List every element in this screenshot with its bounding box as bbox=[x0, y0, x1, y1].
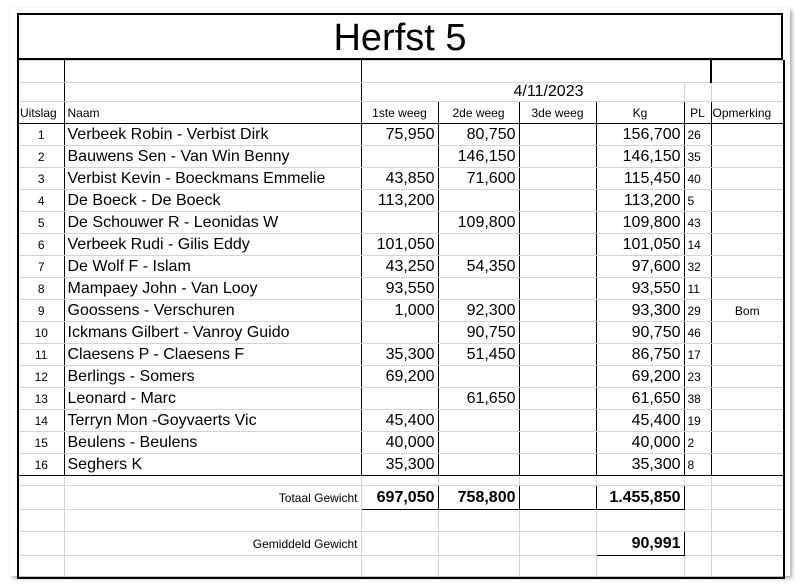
row-opmerking bbox=[711, 234, 784, 256]
date-row-top bbox=[18, 61, 784, 83]
row-w1: 35,300 bbox=[361, 454, 438, 476]
col-kg: Kg bbox=[596, 102, 684, 124]
row-w3 bbox=[519, 410, 596, 432]
row-opmerking: Bom bbox=[711, 300, 784, 322]
row-naam: Berlings - Somers bbox=[64, 366, 361, 388]
col-w2: 2de weeg bbox=[438, 102, 519, 124]
row-rank: 12 bbox=[18, 366, 64, 388]
row-kg: 90,750 bbox=[596, 322, 684, 344]
total-w2: 758,800 bbox=[438, 486, 519, 510]
row-rank: 4 bbox=[18, 190, 64, 212]
row-w1 bbox=[361, 146, 438, 168]
row-w3 bbox=[519, 234, 596, 256]
table-row bbox=[18, 388, 784, 410]
row-kg: 113,200 bbox=[596, 190, 684, 212]
row-w1: 113,200 bbox=[361, 190, 438, 212]
spacer-row bbox=[18, 476, 784, 486]
date-row bbox=[18, 83, 784, 102]
row-w2: 71,600 bbox=[438, 168, 519, 190]
row-naam: Goossens - Verschuren bbox=[64, 300, 361, 322]
col-w3: 3de weeg bbox=[519, 102, 596, 124]
row-w3 bbox=[519, 432, 596, 454]
row-w3 bbox=[519, 322, 596, 344]
cell bbox=[684, 532, 711, 556]
row-w3 bbox=[519, 278, 596, 300]
row-w3 bbox=[519, 344, 596, 366]
row-rank: 8 bbox=[18, 278, 64, 300]
row-w3 bbox=[519, 168, 596, 190]
row-w1 bbox=[361, 322, 438, 344]
row-pl: 35 bbox=[684, 146, 711, 168]
row-pl: 40 bbox=[684, 168, 711, 190]
row-naam: Terryn Mon -Goyvaerts Vic bbox=[64, 410, 361, 432]
row-naam: Seghers K bbox=[64, 454, 361, 476]
row-pl: 8 bbox=[684, 454, 711, 476]
cell bbox=[18, 532, 64, 556]
row-opmerking bbox=[711, 256, 784, 278]
row-opmerking bbox=[711, 124, 784, 146]
row-w2: 146,150 bbox=[438, 146, 519, 168]
row-w1: 1,000 bbox=[361, 300, 438, 322]
col-pl: PL bbox=[684, 102, 711, 124]
row-opmerking bbox=[711, 168, 784, 190]
average-kg: 90,991 bbox=[596, 532, 684, 556]
row-pl: 26 bbox=[684, 124, 711, 146]
row-opmerking bbox=[711, 212, 784, 234]
row-rank: 16 bbox=[18, 454, 64, 476]
row-pl: 38 bbox=[684, 388, 711, 410]
col-uitslag: Uitslag bbox=[18, 102, 64, 124]
row-pl: 2 bbox=[684, 432, 711, 454]
row-naam: De Schouwer R - Leonidas W bbox=[64, 212, 361, 234]
row-kg: 93,550 bbox=[596, 278, 684, 300]
row-rank: 14 bbox=[18, 410, 64, 432]
row-w2: 54,350 bbox=[438, 256, 519, 278]
row-w3 bbox=[519, 388, 596, 410]
row-w2 bbox=[438, 410, 519, 432]
row-rank: 10 bbox=[18, 322, 64, 344]
row-naam: Ickmans Gilbert - Vanroy Guido bbox=[64, 322, 361, 344]
row-kg: 115,450 bbox=[596, 168, 684, 190]
table-row bbox=[18, 278, 784, 300]
row-rank: 13 bbox=[18, 388, 64, 410]
row-w3 bbox=[519, 454, 596, 476]
row-opmerking bbox=[711, 344, 784, 366]
row-w3 bbox=[519, 366, 596, 388]
row-naam: Verbeek Rudi - Gilis Eddy bbox=[64, 234, 361, 256]
row-w1: 69,200 bbox=[361, 366, 438, 388]
row-rank: 5 bbox=[18, 212, 64, 234]
row-kg: 45,400 bbox=[596, 410, 684, 432]
row-w1 bbox=[361, 212, 438, 234]
row-kg: 97,600 bbox=[596, 256, 684, 278]
table-row bbox=[18, 146, 784, 168]
row-rank: 6 bbox=[18, 234, 64, 256]
cell bbox=[361, 532, 438, 556]
total-kg: 1.455,850 bbox=[596, 486, 684, 510]
row-w3 bbox=[519, 146, 596, 168]
row-w2: 61,650 bbox=[438, 388, 519, 410]
event-date: 4/11/2023 bbox=[361, 83, 684, 102]
row-rank: 9 bbox=[18, 300, 64, 322]
row-w1: 43,250 bbox=[361, 256, 438, 278]
row-w2: 92,300 bbox=[438, 300, 519, 322]
row-rank: 1 bbox=[18, 124, 64, 146]
col-opmerking: Opmerking bbox=[711, 102, 784, 124]
row-pl: 43 bbox=[684, 212, 711, 234]
table-row bbox=[18, 124, 784, 146]
row-opmerking bbox=[711, 366, 784, 388]
results-table bbox=[17, 60, 785, 579]
row-rank: 3 bbox=[18, 168, 64, 190]
row-w2: 80,750 bbox=[438, 124, 519, 146]
row-pl: 17 bbox=[684, 344, 711, 366]
average-label: Gemiddeld Gewicht bbox=[64, 532, 361, 556]
row-w1: 75,950 bbox=[361, 124, 438, 146]
row-w2: 51,450 bbox=[438, 344, 519, 366]
cell bbox=[438, 532, 519, 556]
row-naam: Beulens - Beulens bbox=[64, 432, 361, 454]
row-w3 bbox=[519, 256, 596, 278]
header-row bbox=[18, 102, 784, 124]
row-naam: Mampaey John - Van Looy bbox=[64, 278, 361, 300]
row-kg: 69,200 bbox=[596, 366, 684, 388]
total-w1: 697,050 bbox=[361, 486, 438, 510]
row-naam: Claesens P - Claesens F bbox=[64, 344, 361, 366]
row-kg: 93,300 bbox=[596, 300, 684, 322]
row-w1: 35,300 bbox=[361, 344, 438, 366]
row-opmerking bbox=[711, 454, 784, 476]
table-row bbox=[18, 322, 784, 344]
row-w1: 43,850 bbox=[361, 168, 438, 190]
row-w3 bbox=[519, 124, 596, 146]
cell bbox=[18, 486, 64, 510]
row-opmerking bbox=[711, 146, 784, 168]
row-w2: 90,750 bbox=[438, 322, 519, 344]
row-w3 bbox=[519, 190, 596, 212]
page-title: Herfst 5 bbox=[17, 13, 783, 60]
row-naam: De Wolf F - Islam bbox=[64, 256, 361, 278]
row-kg: 156,700 bbox=[596, 124, 684, 146]
row-kg: 101,050 bbox=[596, 234, 684, 256]
row-rank: 2 bbox=[18, 146, 64, 168]
row-w2: 109,800 bbox=[438, 212, 519, 234]
row-w2 bbox=[438, 190, 519, 212]
cell bbox=[711, 486, 784, 510]
row-kg: 35,300 bbox=[596, 454, 684, 476]
row-opmerking bbox=[711, 432, 784, 454]
row-w2 bbox=[438, 454, 519, 476]
table-row bbox=[18, 432, 784, 454]
row-naam: Verbist Kevin - Boeckmans Emmelie bbox=[64, 168, 361, 190]
row-pl: 19 bbox=[684, 410, 711, 432]
row-pl: 5 bbox=[684, 190, 711, 212]
row-rank: 7 bbox=[18, 256, 64, 278]
total-w3 bbox=[519, 486, 596, 510]
cell bbox=[519, 532, 596, 556]
row-w1: 101,050 bbox=[361, 234, 438, 256]
table-row bbox=[18, 454, 784, 476]
row-naam: De Boeck - De Boeck bbox=[64, 190, 361, 212]
row-naam: Verbeek Robin - Verbist Dirk bbox=[64, 124, 361, 146]
row-kg: 40,000 bbox=[596, 432, 684, 454]
row-w3 bbox=[519, 212, 596, 234]
row-pl: 11 bbox=[684, 278, 711, 300]
row-pl: 46 bbox=[684, 322, 711, 344]
row-w1: 45,400 bbox=[361, 410, 438, 432]
row-kg: 146,150 bbox=[596, 146, 684, 168]
cell bbox=[684, 486, 711, 510]
row-opmerking bbox=[711, 190, 784, 212]
row-w2 bbox=[438, 234, 519, 256]
totals-row bbox=[18, 486, 784, 510]
row-pl: 14 bbox=[684, 234, 711, 256]
row-w2 bbox=[438, 432, 519, 454]
row-pl: 23 bbox=[684, 366, 711, 388]
row-w1 bbox=[361, 388, 438, 410]
row-pl: 32 bbox=[684, 256, 711, 278]
row-naam: Bauwens Sen - Van Win Benny bbox=[64, 146, 361, 168]
row-pl: 29 bbox=[684, 300, 711, 322]
row-opmerking bbox=[711, 388, 784, 410]
row-opmerking bbox=[711, 322, 784, 344]
table-row bbox=[18, 256, 784, 278]
row-w2 bbox=[438, 278, 519, 300]
cell bbox=[711, 532, 784, 556]
row-rank: 11 bbox=[18, 344, 64, 366]
row-kg: 86,750 bbox=[596, 344, 684, 366]
spacer-row bbox=[18, 510, 784, 532]
spacer-row bbox=[18, 556, 784, 578]
row-opmerking bbox=[711, 410, 784, 432]
table-row bbox=[18, 190, 784, 212]
row-kg: 109,800 bbox=[596, 212, 684, 234]
average-row bbox=[18, 532, 784, 556]
col-w1: 1ste weeg bbox=[361, 102, 438, 124]
table-row bbox=[18, 344, 784, 366]
table-row bbox=[18, 234, 784, 256]
row-kg: 61,650 bbox=[596, 388, 684, 410]
row-rank: 15 bbox=[18, 432, 64, 454]
row-opmerking bbox=[711, 278, 784, 300]
row-naam: Leonard - Marc bbox=[64, 388, 361, 410]
table-row bbox=[18, 300, 784, 322]
totals-label: Totaal Gewicht bbox=[64, 486, 361, 510]
row-w3 bbox=[519, 300, 596, 322]
table-row bbox=[18, 212, 784, 234]
table-row bbox=[18, 410, 784, 432]
col-naam: Naam bbox=[64, 102, 361, 124]
row-w2 bbox=[438, 366, 519, 388]
table-row bbox=[18, 168, 784, 190]
row-w1: 93,550 bbox=[361, 278, 438, 300]
row-w1: 40,000 bbox=[361, 432, 438, 454]
table-row bbox=[18, 366, 784, 388]
